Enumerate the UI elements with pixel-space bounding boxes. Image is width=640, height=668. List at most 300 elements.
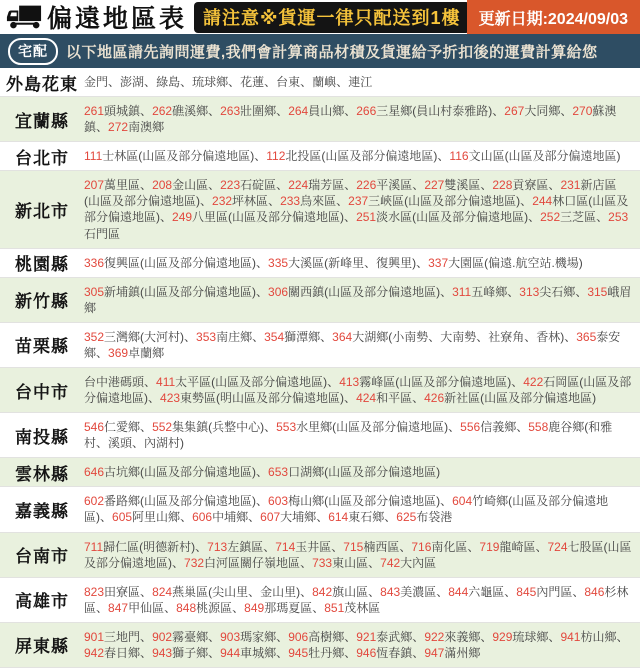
area-code: 335 — [268, 255, 289, 270]
area-separator: 、 — [144, 75, 157, 89]
area-name: 台中港碼頭 — [84, 375, 145, 390]
area-separator: 、 — [316, 510, 329, 525]
area-separator: 、 — [412, 391, 425, 406]
table-row — [0, 413, 640, 458]
area-name: 五峰鄉 — [471, 284, 508, 299]
area-separator: 、 — [300, 555, 313, 570]
area-code: 849 — [244, 600, 265, 615]
area-name: 牡丹鄉 — [308, 645, 345, 660]
area-name: 來義鄉 — [444, 629, 481, 644]
area-separator: 、 — [572, 584, 585, 599]
area-code: 112 — [266, 149, 286, 164]
area-separator: 、 — [228, 75, 241, 89]
area-separator: 、 — [96, 600, 109, 615]
area-separator: 、 — [256, 494, 269, 509]
area-name: 旗山區 — [332, 584, 369, 599]
table-row — [0, 578, 640, 623]
area-separator: 、 — [504, 584, 517, 599]
area-code: 903 — [220, 629, 241, 644]
area-separator: 、 — [263, 539, 276, 554]
region-label: 苗栗縣 — [15, 337, 69, 357]
area-code: 262 — [152, 104, 173, 119]
area-code: 947 — [424, 645, 445, 660]
area-code: 823 — [84, 584, 105, 599]
area-code: 603 — [268, 494, 289, 509]
area-name: 霧峰區(山區及部分偏遠地區) — [359, 375, 512, 390]
area-separator: 、 — [437, 149, 450, 164]
area-name: 鹿谷鄉(和雅村、溪頭、內湖村) — [84, 420, 613, 451]
area-name: 大園區(偏遠.航空站.機場) — [448, 255, 583, 270]
area-code: 719 — [479, 539, 500, 554]
area-code: 224 — [288, 178, 309, 193]
area-name: 新埔鎮(山區及部分偏遠地區) — [104, 284, 257, 299]
area-code: 732 — [184, 555, 205, 570]
area-name: 信義鄉 — [480, 420, 517, 435]
area-name: 南化區 — [431, 539, 468, 554]
area-separator: 、 — [140, 104, 153, 119]
area-separator: 、 — [331, 539, 344, 554]
area-code: 605 — [112, 510, 133, 525]
area-separator: 、 — [344, 391, 357, 406]
area-name: 烏來區 — [300, 194, 337, 209]
area-separator: 、 — [467, 539, 480, 554]
area-code: 411 — [156, 375, 176, 390]
area-separator: 、 — [448, 420, 461, 435]
area-code: 553 — [276, 420, 297, 435]
area-code: 365 — [576, 329, 597, 344]
area-name: 竹崎鄉(山區及部分偏遠地區) — [84, 494, 609, 525]
table-row — [0, 533, 640, 578]
area-name: 楠西區 — [363, 539, 400, 554]
area-separator: 、 — [208, 104, 221, 119]
area-code: 742 — [380, 555, 401, 570]
table-row — [0, 368, 640, 413]
area-name: 南庄鄉 — [216, 329, 253, 344]
area-code: 305 — [84, 284, 105, 299]
area-separator: 、 — [208, 178, 221, 193]
area-name: 綠島 — [156, 75, 181, 89]
region-label: 新北市 — [15, 201, 69, 221]
area-separator: 、 — [180, 75, 193, 89]
area-name: 東石鄉 — [348, 510, 385, 525]
area-name: 那瑪夏區 — [264, 600, 313, 615]
region-label: 南投縣 — [15, 427, 69, 447]
subheader-band — [0, 34, 640, 68]
area-name: 淡水區(山區及部分偏遠地區) — [376, 210, 529, 225]
area-separator: 、 — [412, 629, 425, 644]
area-separator: 、 — [96, 345, 109, 360]
area-separator: 、 — [148, 391, 161, 406]
table-row — [0, 142, 640, 171]
area-name: 琉球鄉 — [192, 75, 229, 89]
area-separator: 、 — [520, 194, 533, 209]
table-row — [0, 249, 640, 278]
area-code: 364 — [332, 329, 353, 344]
area-code: 946 — [356, 645, 377, 660]
area-name: 內門區 — [536, 584, 573, 599]
area-name: 杉林區 — [84, 584, 629, 615]
area-name: 金山區 — [172, 178, 209, 193]
region-label: 外島花東 — [6, 74, 78, 94]
area-separator: 、 — [208, 645, 221, 660]
area-code: 369 — [108, 345, 129, 360]
area-separator: 、 — [399, 539, 412, 554]
area-separator: 、 — [160, 210, 173, 225]
area-name: 礁溪鄉 — [172, 104, 209, 119]
page-title: 偏遠地區表 — [47, 5, 188, 33]
area-code: 711 — [84, 539, 104, 554]
area-code: 426 — [424, 391, 445, 406]
area-code: 423 — [160, 391, 181, 406]
region-label: 台南市 — [15, 547, 69, 567]
area-separator: 、 — [528, 210, 541, 225]
area-name: 泰安鄉 — [84, 329, 621, 360]
area-separator: 、 — [248, 510, 261, 525]
area-code: 921 — [356, 629, 377, 644]
area-separator: 、 — [368, 555, 381, 570]
area-code: 713 — [207, 539, 228, 554]
area-separator: 、 — [440, 494, 453, 509]
area-code: 715 — [343, 539, 364, 554]
area-separator: 、 — [492, 104, 505, 119]
table-row — [0, 171, 640, 248]
area-separator: 、 — [560, 104, 573, 119]
area-separator: 、 — [300, 584, 313, 599]
area-name: 新社區(山區及部分偏遠地區) — [444, 391, 597, 406]
area-name: 石門區 — [84, 226, 121, 241]
area-separator: 、 — [252, 329, 265, 344]
area-name: 大同鄉 — [524, 104, 561, 119]
area-code: 556 — [460, 420, 481, 435]
area-separator: 、 — [276, 629, 289, 644]
area-separator: 、 — [195, 539, 208, 554]
area-separator: 、 — [200, 194, 213, 209]
area-name: 萬里區 — [104, 178, 141, 193]
area-name: 布袋港 — [416, 510, 453, 525]
area-code: 558 — [528, 420, 549, 435]
area-code: 604 — [452, 494, 473, 509]
area-code: 208 — [152, 178, 173, 193]
area-code: 237 — [348, 194, 369, 209]
area-code: 227 — [424, 178, 445, 193]
area-list — [84, 249, 640, 277]
area-separator: 、 — [300, 75, 313, 89]
area-separator: 、 — [535, 539, 548, 554]
area-list — [84, 142, 640, 170]
area-code: 313 — [519, 284, 540, 299]
region-label: 高雄市 — [15, 592, 69, 612]
area-separator: 、 — [140, 629, 153, 644]
area-code: 922 — [424, 629, 445, 644]
area-separator: 、 — [140, 420, 153, 435]
home-delivery-badge: 宅配 — [8, 38, 58, 65]
area-name: 太平區(山區及部分偏遠地區) — [175, 375, 328, 390]
truck-icon — [6, 4, 42, 30]
area-code: 266 — [356, 104, 377, 119]
area-name: 峨眉鄉 — [84, 284, 632, 315]
area-code: 270 — [572, 104, 593, 119]
area-name: 甲仙區 — [128, 600, 165, 615]
subheader-text: 以下地區請先詢問運費,我們會計算商品材積及貨運給予折扣後的運費計算給您 — [66, 43, 598, 61]
area-name: 古坑鄉(山區及部分偏遠地區) — [104, 465, 257, 480]
area-name: 三峽區(山區及部分偏遠地區) — [368, 194, 521, 209]
area-name: 泰武鄉 — [376, 629, 413, 644]
area-separator: 、 — [596, 210, 609, 225]
area-code: 843 — [380, 584, 401, 599]
region-table — [0, 68, 640, 668]
area-code: 943 — [152, 645, 173, 660]
area-code: 228 — [492, 178, 513, 193]
area-code: 602 — [84, 494, 105, 509]
area-separator: 、 — [108, 75, 121, 89]
area-name: 士林區(山區及部分偏遠地區) — [102, 149, 255, 164]
area-separator: 、 — [256, 465, 269, 480]
area-name: 茂林區 — [344, 600, 381, 615]
area-code: 249 — [172, 210, 193, 225]
area-code: 111 — [84, 149, 103, 164]
area-code: 226 — [356, 178, 377, 193]
area-separator: 、 — [384, 510, 397, 525]
area-code: 253 — [608, 210, 629, 225]
area-list — [84, 97, 640, 141]
area-name: 集集鎮(兵整中心) — [172, 420, 265, 435]
area-name: 卓蘭鄉 — [128, 345, 165, 360]
area-code: 716 — [411, 539, 432, 554]
area-separator: 、 — [436, 584, 449, 599]
area-separator: 、 — [184, 329, 197, 344]
area-code: 233 — [280, 194, 301, 209]
area-name: 林口區(山區及部分偏遠地區) — [84, 194, 629, 225]
area-separator: 、 — [140, 645, 153, 660]
area-name: 三星鄉(員山村泰雅路) — [376, 104, 493, 119]
area-separator: 、 — [416, 255, 429, 270]
area-separator: 、 — [548, 178, 561, 193]
update-date-badge: 更新日期:2024/09/03 — [467, 0, 640, 34]
area-code: 848 — [176, 600, 197, 615]
area-list — [84, 323, 640, 367]
area-name: 台東 — [276, 75, 301, 89]
area-name: 蘭嶼 — [312, 75, 337, 89]
area-separator: 、 — [344, 645, 357, 660]
area-separator: 、 — [440, 284, 453, 299]
area-name: 文山區(山區及部分偏遠地區) — [468, 149, 621, 164]
area-list — [84, 578, 640, 622]
region-label: 新竹縣 — [15, 292, 69, 312]
area-name: 花蓮 — [240, 75, 265, 89]
area-name: 美濃區 — [400, 584, 437, 599]
area-code: 337 — [428, 255, 449, 270]
area-name: 水里鄉(山區及部分偏遠地區) — [296, 420, 449, 435]
region-label: 雲林縣 — [15, 464, 69, 484]
area-code: 263 — [220, 104, 241, 119]
area-name: 龍崎區 — [499, 539, 536, 554]
area-name: 仁愛鄉 — [104, 420, 141, 435]
area-name: 連江 — [348, 75, 373, 89]
area-name: 員山鄉 — [308, 104, 345, 119]
area-name: 梅山鄉(山區及部分偏遠地區) — [288, 494, 441, 509]
area-separator: 、 — [336, 75, 349, 89]
area-name: 瑪家鄉 — [240, 629, 277, 644]
area-separator: 、 — [164, 600, 177, 615]
page-header — [0, 0, 640, 34]
table-row — [0, 97, 640, 142]
area-code: 733 — [312, 555, 333, 570]
area-separator: 、 — [516, 420, 529, 435]
region-label: 嘉義縣 — [15, 501, 69, 521]
area-separator: 、 — [548, 629, 561, 644]
area-code: 252 — [540, 210, 561, 225]
area-code: 625 — [396, 510, 417, 525]
area-separator: 、 — [208, 629, 221, 644]
area-code: 413 — [339, 375, 360, 390]
area-name: 桃源區 — [196, 600, 233, 615]
area-list — [84, 623, 640, 667]
area-code: 546 — [84, 420, 105, 435]
area-name: 白河區關仔嶺地區 — [204, 555, 301, 570]
area-separator: 、 — [368, 584, 381, 599]
area-code: 606 — [192, 510, 213, 525]
area-separator: 、 — [616, 629, 629, 644]
area-code: 929 — [492, 629, 513, 644]
area-code: 614 — [328, 510, 349, 525]
area-separator: 、 — [564, 329, 577, 344]
area-name: 澎湖 — [120, 75, 145, 89]
area-separator: 、 — [100, 510, 113, 525]
area-code: 824 — [152, 584, 173, 599]
area-code: 422 — [523, 375, 544, 390]
area-separator: 、 — [344, 629, 357, 644]
area-name: 八里區(山區及部分偏遠地區) — [192, 210, 345, 225]
area-name: 大湖鄉(小南勢、大南勢、社寮角、香林) — [352, 329, 565, 344]
area-name: 枋山鄉 — [580, 629, 617, 644]
area-name: 中埔鄉 — [212, 510, 249, 525]
area-code: 945 — [288, 645, 309, 660]
area-name: 蘇澳鎮 — [84, 104, 617, 135]
area-code: 116 — [449, 149, 469, 164]
area-list — [84, 487, 640, 531]
area-name: 燕巢區(尖山里、金山里) — [172, 584, 301, 599]
area-name: 獅潭鄉 — [284, 329, 321, 344]
area-name: 歸仁區(明德新村) — [103, 539, 196, 554]
area-name: 恆春鎮 — [376, 645, 413, 660]
area-code: 354 — [264, 329, 285, 344]
area-name: 貢寮區 — [512, 178, 549, 193]
area-name: 關西鎮(山區及部分偏遠地區) — [288, 284, 441, 299]
area-name: 大埔鄉 — [280, 510, 317, 525]
table-row — [0, 323, 640, 368]
region-label: 屏東縣 — [15, 637, 69, 657]
area-separator: 、 — [264, 420, 277, 435]
area-name: 石岡區(山區及部分偏遠地區) — [84, 375, 632, 406]
area-code: 251 — [356, 210, 377, 225]
area-code: 842 — [312, 584, 333, 599]
area-code: 244 — [532, 194, 553, 209]
area-code: 844 — [448, 584, 469, 599]
area-separator: 、 — [344, 178, 357, 193]
area-name: 車城鄉 — [240, 645, 277, 660]
table-row — [0, 623, 640, 668]
area-code: 724 — [547, 539, 568, 554]
area-separator: 、 — [140, 584, 153, 599]
area-code: 851 — [324, 600, 345, 615]
table-row — [0, 68, 640, 97]
area-name: 三地門 — [104, 629, 141, 644]
area-code: 906 — [288, 629, 309, 644]
area-name: 東勢區(明山區及部分偏遠地區) — [180, 391, 345, 406]
area-name: 左鎮區 — [227, 539, 264, 554]
area-name: 六龜區 — [468, 584, 505, 599]
area-separator: 、 — [232, 600, 245, 615]
area-code: 847 — [108, 600, 129, 615]
area-code: 714 — [275, 539, 296, 554]
area-code: 232 — [212, 194, 233, 209]
area-list — [84, 278, 640, 322]
area-name: 復興區(山區及部分偏遠地區) — [104, 255, 257, 270]
area-name: 琉球鄉 — [512, 629, 549, 644]
area-name: 田寮區 — [104, 584, 141, 599]
area-list — [84, 68, 640, 96]
area-code: 352 — [84, 329, 105, 344]
area-separator: 、 — [511, 375, 524, 390]
area-separator: 、 — [276, 645, 289, 660]
area-name: 南澳鄉 — [128, 120, 165, 135]
area-name: 壯圍鄉 — [240, 104, 277, 119]
area-code: 902 — [152, 629, 173, 644]
area-code: 272 — [108, 120, 129, 135]
area-separator: 、 — [320, 329, 333, 344]
area-name: 大內區 — [400, 555, 437, 570]
area-separator: 、 — [412, 645, 425, 660]
region-label: 台北市 — [15, 148, 69, 168]
area-name: 阿里山鄉 — [132, 510, 181, 525]
area-separator: 、 — [256, 255, 269, 270]
table-row — [0, 458, 640, 487]
area-list — [84, 171, 640, 247]
area-code: 653 — [268, 465, 289, 480]
area-separator: 、 — [412, 178, 425, 193]
area-name: 大溪區(新峰里、復興里) — [288, 255, 417, 270]
area-name: 尖石鄉 — [539, 284, 576, 299]
area-separator: 、 — [344, 210, 357, 225]
area-code: 845 — [516, 584, 537, 599]
area-name: 平溪區 — [376, 178, 413, 193]
area-name: 新店區(山區及部分偏遠地區) — [84, 178, 617, 209]
area-name: 北投區(山區及部分偏遠地區) — [285, 149, 438, 164]
region-label: 桃園縣 — [15, 255, 69, 275]
area-separator: 、 — [140, 178, 153, 193]
area-separator: 、 — [254, 149, 267, 164]
area-code: 264 — [288, 104, 309, 119]
area-name: 三芝區 — [560, 210, 597, 225]
area-name: 坪林區 — [232, 194, 269, 209]
area-separator: 、 — [144, 375, 157, 390]
area-code: 336 — [84, 255, 105, 270]
delivery-notice: 請注意※貨運一律只配送到1樓 — [194, 2, 470, 33]
area-code: 944 — [220, 645, 241, 660]
region-label: 台中市 — [15, 382, 69, 402]
area-name: 番路鄉(山區及部分偏遠地區) — [104, 494, 257, 509]
area-code: 607 — [260, 510, 281, 525]
area-name: 高樹鄉 — [308, 629, 345, 644]
area-name: 七股區(山區及部分偏遠地區) — [84, 539, 632, 570]
area-code: 267 — [504, 104, 525, 119]
area-code: 261 — [84, 104, 105, 119]
area-code: 424 — [356, 391, 377, 406]
area-separator: 、 — [180, 510, 193, 525]
area-code: 353 — [196, 329, 217, 344]
region-label: 宜蘭縣 — [15, 111, 69, 131]
area-name: 和平區 — [376, 391, 413, 406]
